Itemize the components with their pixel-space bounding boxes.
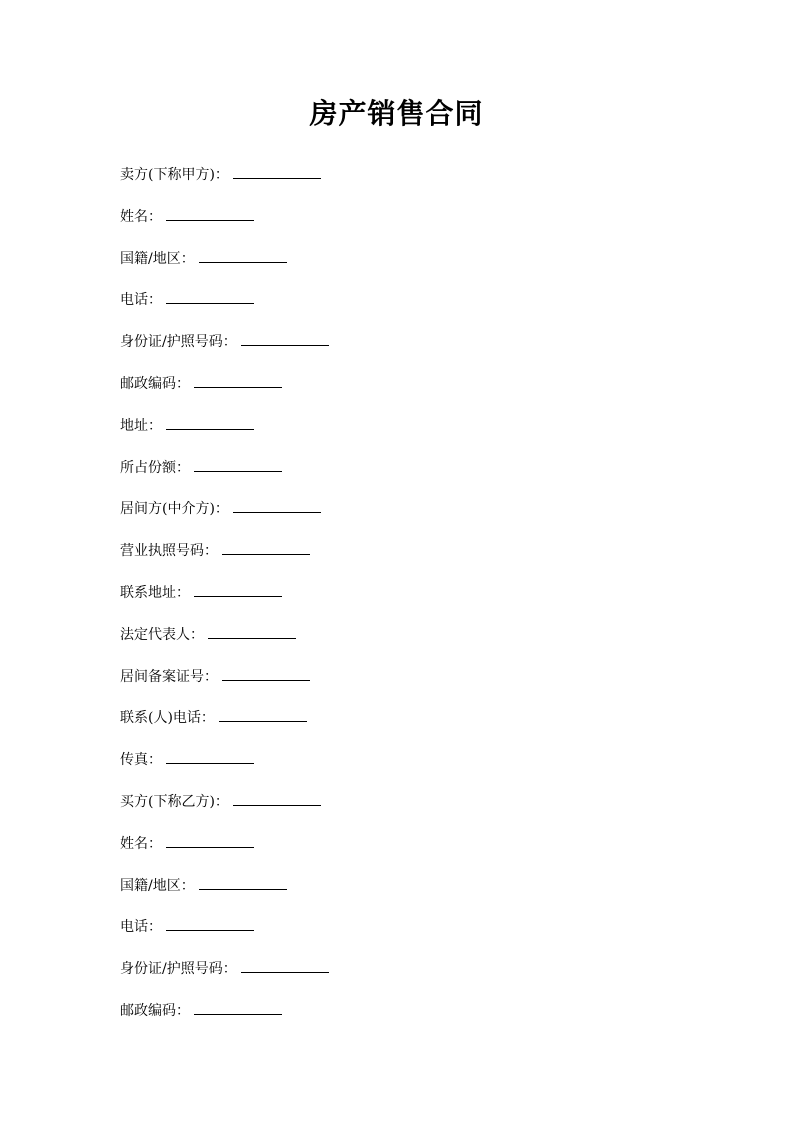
- fill-in-blank[interactable]: [222, 665, 310, 681]
- buyer-heading-field: [120, 790, 720, 832]
- field-label: 电话：: [120, 919, 162, 936]
- field-label: 所占份额：: [120, 459, 190, 476]
- field-label: 国籍/地区：: [120, 877, 195, 894]
- seller-name-field: [120, 205, 720, 247]
- field-label: 居间备案证号：: [120, 668, 218, 685]
- document-title: 房产销售合同: [309, 97, 484, 130]
- agent-license-field: [120, 539, 720, 581]
- field-label: 联系(人)电话：: [120, 710, 215, 727]
- fill-in-blank[interactable]: [219, 706, 307, 722]
- field-label: 联系地址：: [120, 584, 190, 601]
- agent-representative-field: [120, 623, 720, 665]
- agent-address-field: [120, 581, 720, 623]
- field-label: 邮政编码：: [120, 1002, 190, 1019]
- fill-in-blank[interactable]: [166, 205, 254, 221]
- buyer-name-field: [120, 832, 720, 874]
- buyer-nationality-field: [120, 874, 720, 916]
- field-label: 身份证/护照号码：: [120, 961, 237, 978]
- agent-fax-field: [120, 748, 720, 790]
- field-label: 居间方(中介方)：: [120, 501, 229, 518]
- field-label: 法定代表人：: [120, 626, 204, 643]
- buyer-phone-field: [120, 915, 720, 957]
- seller-address-field: [120, 414, 720, 456]
- seller-id-field: [120, 330, 720, 372]
- fill-in-blank[interactable]: [208, 623, 296, 639]
- field-label: 卖方(下称甲方)：: [120, 167, 229, 183]
- field-label: 地址：: [120, 417, 162, 434]
- field-label: 营业执照号码：: [120, 543, 218, 560]
- fill-in-blank[interactable]: [194, 372, 282, 388]
- fill-in-blank[interactable]: [166, 288, 254, 304]
- fill-in-blank[interactable]: [166, 915, 254, 931]
- field-label: 买方(下称乙方)：: [120, 793, 229, 810]
- fill-in-blank[interactable]: [194, 999, 282, 1015]
- seller-share-field: [120, 456, 720, 498]
- fill-in-blank[interactable]: [194, 581, 282, 597]
- field-label: 国籍/地区：: [120, 250, 195, 267]
- fill-in-blank[interactable]: [233, 163, 321, 179]
- field-label: 传真：: [120, 752, 162, 769]
- field-label: 邮政编码：: [120, 375, 190, 392]
- buyer-id-field: [120, 957, 720, 999]
- field-label: 身份证/护照号码：: [120, 334, 237, 351]
- fill-in-blank[interactable]: [233, 497, 321, 513]
- fill-in-blank[interactable]: [222, 539, 310, 555]
- fill-in-blank[interactable]: [241, 957, 329, 973]
- fill-in-blank[interactable]: [241, 330, 329, 346]
- field-label: 姓名：: [120, 835, 162, 852]
- field-label: 姓名：: [120, 208, 162, 225]
- buyer-postcode-field: [120, 999, 720, 1041]
- fill-in-blank[interactable]: [233, 790, 321, 806]
- seller-heading-field: [120, 163, 720, 205]
- seller-postcode-field: [120, 372, 720, 414]
- fill-in-blank[interactable]: [166, 832, 254, 848]
- agent-heading-field: [120, 497, 720, 539]
- contract-fields: [120, 163, 720, 1041]
- seller-nationality-field: [120, 247, 720, 289]
- agent-record-number-field: [120, 665, 720, 707]
- fill-in-blank[interactable]: [199, 247, 287, 263]
- agent-contact-phone-field: [120, 706, 720, 748]
- field-label: 电话：: [120, 292, 162, 309]
- fill-in-blank[interactable]: [199, 874, 287, 890]
- fill-in-blank[interactable]: [166, 414, 254, 430]
- seller-phone-field: [120, 288, 720, 330]
- fill-in-blank[interactable]: [166, 748, 254, 764]
- fill-in-blank[interactable]: [194, 456, 282, 472]
